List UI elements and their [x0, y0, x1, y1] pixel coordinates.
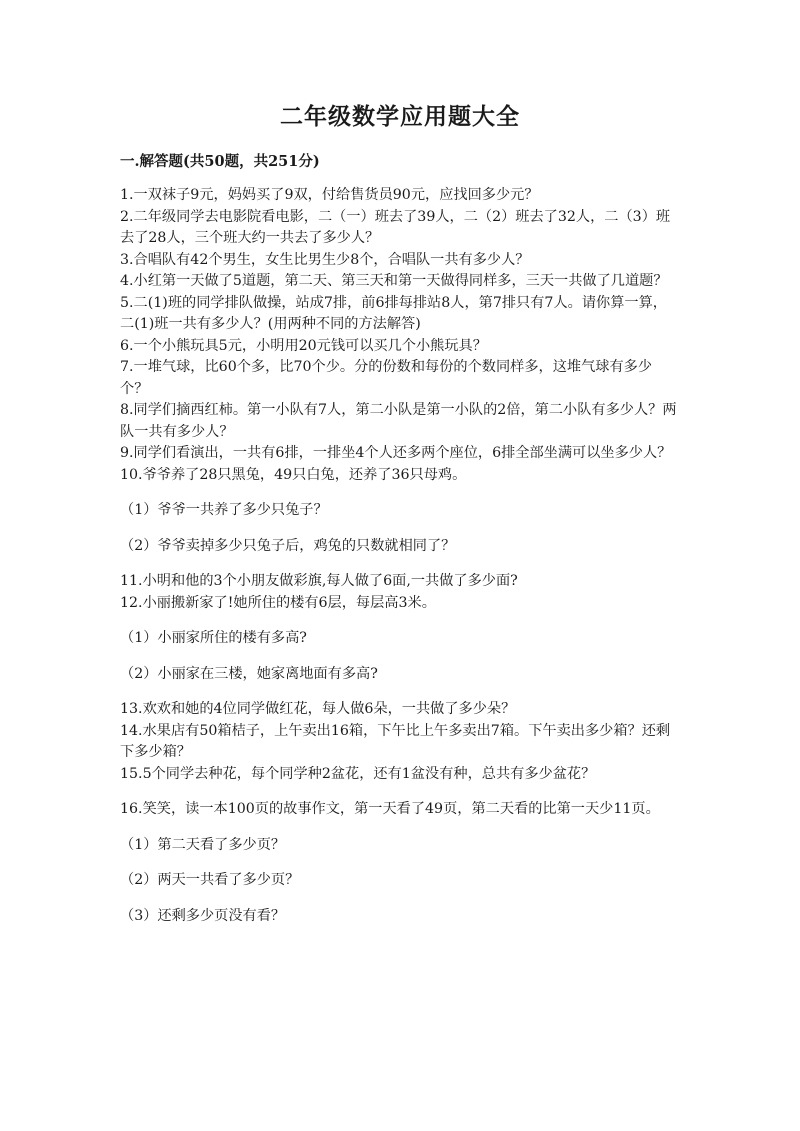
question-10-part-2: （2）爷爷卖掉多少只兔子后，鸡兔的只数就相同了？: [120, 537, 456, 554]
question-16-part-3: （3）还剩多少页没有看？: [120, 907, 286, 924]
question-15: 15.5个同学去种花，每个同学种2盆花，还有1盆没有种，总共有多少盆花？: [120, 765, 596, 782]
question-10: 10.爷爷养了28只黑兔，49只白兔，还养了36只母鸡。: [120, 466, 467, 483]
question-13: 13.欢欢和她的4位同学做红花，每人做6朵，一共做了多少朵？: [120, 701, 516, 717]
document-title: 二年级数学应用题大全: [280, 103, 520, 130]
question-5: 5.二(1)班的同学排队做操，站成7排，前6排每排站8人，第7排只有7人。请你算一算，二(1)班一共有多少人？(用两种不同的方法解答): [120, 294, 667, 332]
question-16: 16.笑笑，读一本100页的故事作文，第一天看了49页，第二天看的比第一天少11页。: [120, 801, 660, 817]
question-12-part-1: （1）小丽家所住的楼有多高?: [120, 630, 307, 646]
question-list: [120, 185, 680, 927]
question-7: 7.一堆气球，比60个多，比70个少。分的份数和每份的个数同样多，这堆气球有多少个？: [120, 359, 653, 397]
question-16-part-2: （2）两天一共看了多少页？: [120, 872, 300, 888]
question-6: 6.一个小熊玩具5元，小明用20元钱可以买几个小熊玩具？: [120, 337, 487, 354]
question-8: 8.同学们摘西红柿。第一小队有7人，第二小队是第一小队的2倍，第二小队有多少人？两队一共有多少人？: [120, 402, 677, 440]
question-4: 4.小红第一天做了5道题，第二天、第三天和第一天做得同样多，三天一共做了几道题？: [120, 273, 668, 289]
question-1: 1.一双袜子9元，妈妈买了9双，付给售货员90元，应找回多少元？: [120, 187, 539, 203]
question-14: 14.水果店有50箱桔子，上午卖出16箱，下午比上午多卖出7箱。下午卖出多少箱？还剩下多少箱？: [120, 722, 671, 760]
question-12-part-2: （2）小丽家在三楼，她家离地面有多高?: [120, 665, 378, 682]
question-3: 3.合唱队有42个男生，女生比男生少8个，合唱队一共有多少人？: [120, 251, 530, 268]
question-9: 9.同学们看演出，一共有6排，一排坐4个人还多两个座位，6排全部坐满可以坐多少人？: [120, 445, 672, 461]
question-10-part-1: （1）爷爷一共养了多少只兔子？: [120, 502, 328, 518]
question-11: 11.小明和他的3个小朋友做彩旗,每人做了6面,一共做了多少面?: [120, 573, 518, 589]
section-heading: 一.解答题(共50题，共251分): [120, 153, 320, 170]
question-2: 2.二年级同学去电影院看电影，二（一）班去了39人，二（2）班去了32人，二（3）班去了28人，三个班大约一共去了多少人？: [120, 208, 671, 246]
question-12: 12.小丽搬新家了!她所住的楼有6层，每层高3米。: [120, 594, 436, 611]
question-16-part-1: （1）第二天看了多少页？: [120, 836, 286, 853]
